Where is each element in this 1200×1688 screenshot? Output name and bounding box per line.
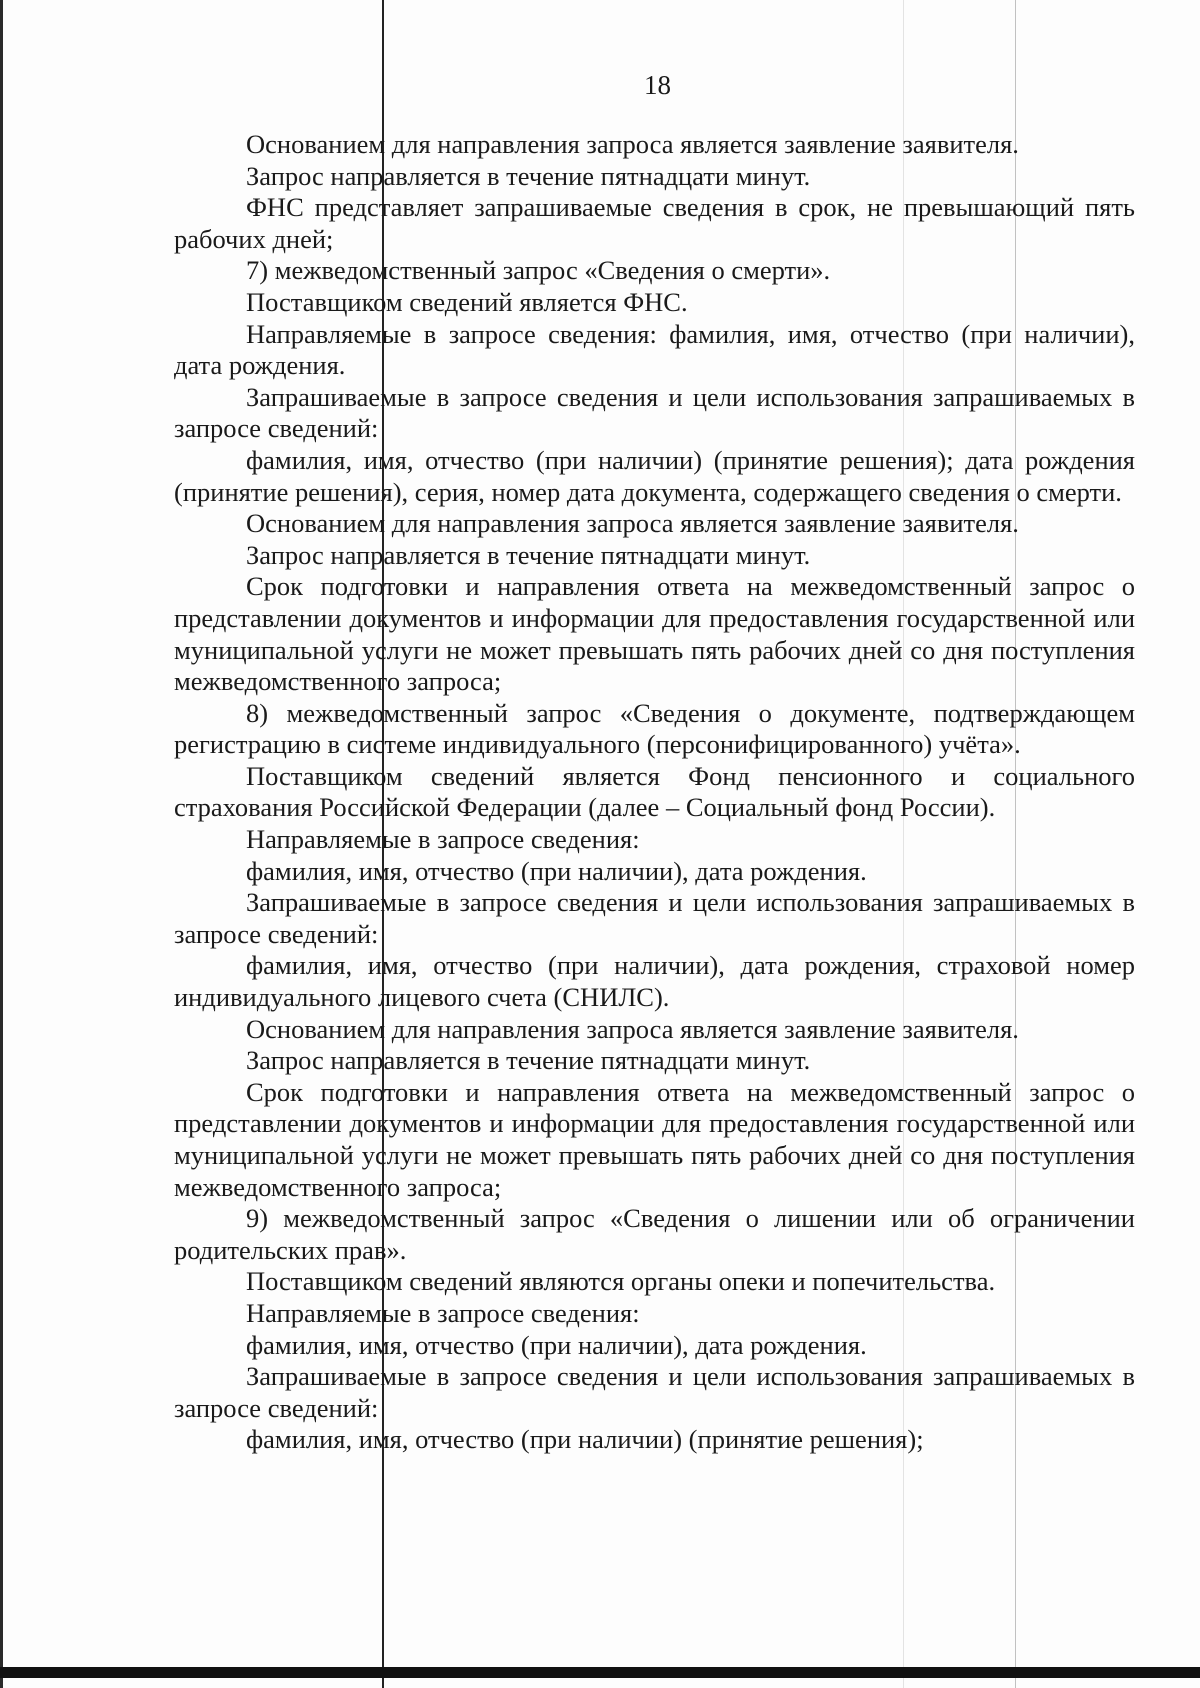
document-body [174, 129, 1135, 1456]
scan-edge-left [0, 0, 3, 1688]
paragraph: Поставщиком сведений является ФНС. [246, 286, 688, 317]
paragraph: 7) межведомственный запрос «Сведения о смерти». [246, 255, 831, 286]
paragraph: Поставщиком сведений является Фонд пенсионного и социального страхования Российской Федерации (далее – Социальный фонд России). [174, 760, 1135, 823]
paragraph: ФНС представляет запрашиваемые сведения в срок, не превышающий пять рабочих дней; [174, 192, 1135, 254]
paragraph: фамилия, имя, отчество (при наличии), дата рождения, страховой номер индивидуального лицевого счета (СНИЛС). [174, 950, 1135, 1013]
paragraph: 9) межведомственный запрос «Сведения о лишении или об ограничении родительских прав». [174, 1203, 1135, 1265]
paragraph: Запрос направляется в течение пятнадцати минут. [246, 1045, 811, 1076]
paragraph: Запрашиваемые в запросе сведения и цели использования запрашиваемых в запросе сведений: [174, 1361, 1135, 1423]
paragraph: фамилия, имя, отчество (при наличии) (принятие решения); [246, 1424, 924, 1455]
paragraph: Основанием для направления запроса является заявление заявителя. [246, 508, 1019, 539]
paragraph: фамилия, имя, отчество (при наличии) (принятие решения); дата рождения (принятие решения), серия, номер дата документа, содержащего сведения о смерти. [174, 444, 1135, 507]
paragraph: Запрос направляется в течение пятнадцати минут. [246, 539, 811, 570]
scan-edge-bottom [0, 1667, 1200, 1678]
paragraph: фамилия, имя, отчество (при наличии), дата рождения. [246, 1329, 867, 1360]
paragraph: Запрос направляется в течение пятнадцати минут. [246, 160, 811, 191]
paragraph: Направляемые в запросе сведения: [246, 1297, 640, 1328]
paragraph: 8) межведомственный запрос «Сведения о документе, подтверждающем регистрацию в системе индивидуального (персонифицированного) учёта». [174, 697, 1135, 760]
paragraph: Направляемые в запросе сведения: [246, 824, 640, 855]
paragraph: Запрашиваемые в запросе сведения и цели использования запрашиваемых в запросе сведений: [174, 887, 1135, 949]
paragraph: Поставщиком сведений являются органы опеки и попечительства. [246, 1266, 996, 1297]
paragraph: Основанием для направления запроса является заявление заявителя. [246, 1013, 1019, 1044]
paragraph: Срок подготовки и направления ответа на межведомственный запрос о представлении документов и информации для предоставления государственной или муниципальной услуги не может превышать пять рабочих дней со дня поступления межведомственного запроса; [174, 1076, 1135, 1202]
page-number: 18 [644, 70, 671, 100]
paragraph: Запрашиваемые в запросе сведения и цели использования запрашиваемых в запросе сведений: [174, 381, 1135, 444]
paragraph: Срок подготовки и направления ответа на межведомственный запрос о представлении документов и информации для предоставления государственной или муниципальной услуги не может превышать пять рабочих дней со дня поступления межведомственного запроса; [174, 571, 1135, 697]
paragraph: Направляемые в запросе сведения: фамилия, имя, отчество (при наличии), дата рождения. [174, 318, 1135, 381]
paragraph: фамилия, имя, отчество (при наличии), дата рождения. [246, 855, 867, 886]
paragraph: Основанием для направления запроса является заявление заявителя. [246, 129, 1019, 159]
